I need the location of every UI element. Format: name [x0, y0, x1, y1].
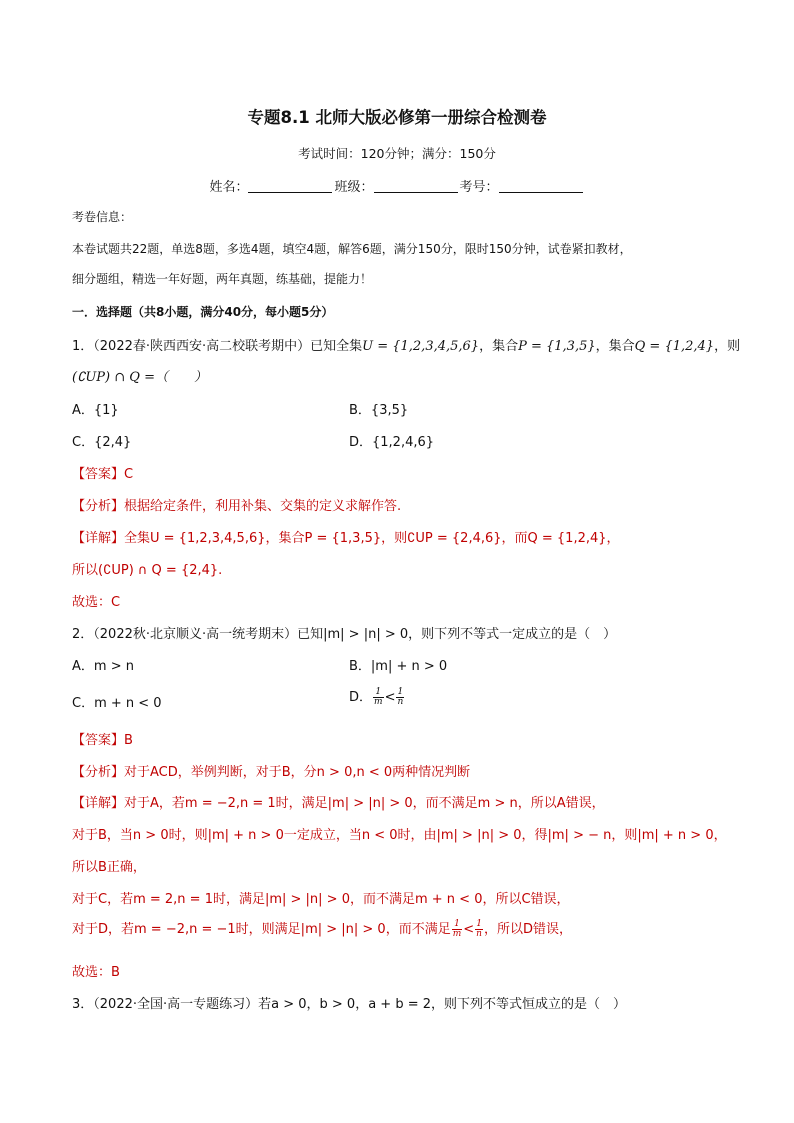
- fraction-1-over-n: $\frac{1}{n}$: [397, 687, 404, 707]
- q2-option-b[interactable]: B．|m| + n > 0: [349, 659, 448, 674]
- q2-detail-c: 对于C，若m = 2,n = 1时，满足|m| > |n| > 0，而不满足m + n < 0，所以C错误，: [72, 892, 570, 907]
- q2-option-d[interactable]: D． $\frac{1}{m}$ < $\frac{1}{n}$: [349, 687, 404, 707]
- q1-answer: 【答案】C: [72, 467, 134, 482]
- q1-conclusion: 所以(∁UP) ∩ Q = {2,4}.: [72, 563, 223, 578]
- q1-choice: 故选：C: [72, 595, 121, 610]
- info-text-2: 细分题组，精选一年好题，两年真题，练基础，提能力！: [72, 272, 373, 286]
- q2-detail-a: 【详解】对于A，若m = −2,n = 1时，满足|m| > |n| > 0，而不满足m > n，所以A错误，: [72, 796, 605, 811]
- q2-detail-d: 对于D，若m = −2,n = −1时，则满足|m| > |n| > 0，而不满足 $\frac{1}{m}$ < $\frac{1}{n}$ ，所以D错误，: [72, 919, 572, 939]
- q2-detail-b: 对于B，当n > 0时，则|m| + n > 0一定成立，当n < 0时，由|m| > |n| > 0，得|m| > − n，则|m| + n > 0，: [72, 828, 727, 843]
- q2-analysis: 【分析】对于ACD，举例判断，对于B，分n > 0,n < 0两种情况判断: [72, 765, 471, 780]
- q2-option-c[interactable]: C．m + n < 0: [72, 696, 162, 711]
- page-title: 专题8.1 北师大版必修第一册综合检测卷: [247, 108, 547, 127]
- q1-stem: 1．（2022春·陕西西安·高二校联考期中）已知全集U = {1,2,3,4,5,6}，集合P = {1,3,5}，集合Q = {1,2,4}，则: [72, 339, 741, 354]
- section-heading: 一．选择题（共8小题，满分40分，每小题5分）: [72, 305, 334, 319]
- id-blank[interactable]: [499, 179, 583, 193]
- exam-time: 考试时间：120分钟；满分：150分: [298, 146, 496, 161]
- q1-analysis: 【分析】根据给定条件，利用补集、交集的定义求解作答.: [72, 499, 402, 514]
- q2-detail-b-conclusion: 所以B正确，: [72, 860, 146, 875]
- q1-set-p: P = {1,3,5}: [518, 339, 596, 354]
- q1-option-c[interactable]: C．{2,4}: [72, 435, 132, 450]
- q1-set-q: Q = {1,2,4}: [634, 339, 715, 354]
- class-label: 班级：: [334, 180, 374, 195]
- q2-option-a[interactable]: A．m > n: [72, 659, 134, 674]
- q1-option-a[interactable]: A．{1}: [72, 403, 119, 418]
- id-label: 考号：: [459, 180, 499, 195]
- info-text-1: 本卷试题共22题，单选8题，多选4题，填空4题，解答6题，满分150分，限时150分钟，试卷紧扣教材，: [72, 242, 632, 256]
- student-fields: [0, 176, 794, 195]
- q3-stem: 3．（2022·全国·高一专题练习）若a > 0，b > 0，a + b = 2，则下列不等式恒成立的是（ ）: [72, 997, 626, 1012]
- info-label: 考卷信息：: [72, 210, 133, 224]
- q1-detail: 【详解】全集U = {1,2,3,4,5,6}，集合P = {1,3,5}，则∁UP = {2,4,6}，而Q = {1,2,4}，: [72, 531, 620, 546]
- fraction-1-over-n: $\frac{1}{n}$: [476, 919, 482, 939]
- fraction-1-over-m: $\frac{1}{m}$: [452, 919, 462, 939]
- q1-stem-line2: (∁UP) ∩ Q =（ ）: [72, 370, 207, 385]
- name-blank[interactable]: [248, 179, 332, 193]
- q2-answer: 【答案】B: [72, 733, 133, 748]
- q1-option-b[interactable]: B．{3,5}: [349, 403, 409, 418]
- q1-option-d[interactable]: D．{1,2,4,6}: [349, 435, 435, 450]
- class-blank[interactable]: [374, 179, 458, 193]
- q2-choice: 故选：B: [72, 965, 120, 980]
- name-label: 姓名：: [209, 180, 249, 195]
- fraction-1-over-m: $\frac{1}{m}$: [374, 687, 383, 707]
- q2-stem: 2．（2022秋·北京顺义·高一统考期末）已知|m| > |n| > 0，则下列不等式一定成立的是（ ）: [72, 627, 617, 642]
- q1-set-u: U = {1,2,3,4,5,6}: [362, 339, 480, 354]
